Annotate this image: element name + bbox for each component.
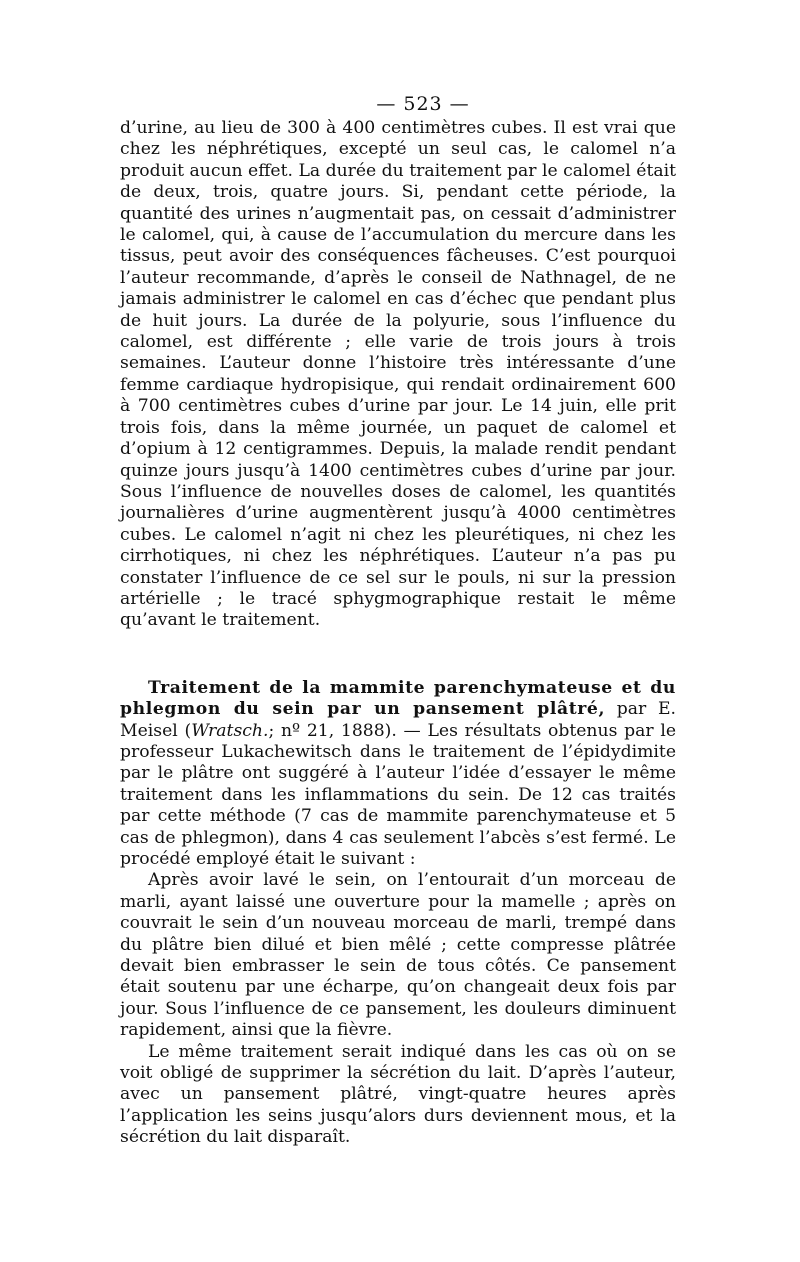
article-mammite — [120, 678, 676, 1149]
paragraph-calomel-continuation: d’urine, au lieu de 300 à 400 centimètres cubes. Il est vrai que chez les néphrétiques, excepté un seul cas, le calomel n’a produit aucun effet. La durée du traitement par le calomel était de deux, trois, quatre jours. Si, pendant cette période, la quantité des urines n’augmentait pas, on cessait d’administrer le calomel, qui, à cause de l’accumulation du mercure dans les tissus, peut avoir des conséquences fâcheuses. C’est pourquoi l’auteur recommande, d’après le conseil de Nathnagel, de ne jamais administrer le calomel en cas d’échec que pendant plus de huit jours. La durée de la polyurie, sous l’influence du calomel, est différente ; elle varie de trois jours à trois semaines. L’auteur donne l’histoire très intéressante d’une femme cardiaque hydropisique, qui rendait ordinairement 600 à 700 centimètres cubes d’urine par jour. Le 14 juin, elle prit trois fois, dans la même journée, un paquet de calomel et d’opium à 12 centigrammes. Depuis, la malade rendit pendant quinze jours jusqu’à 1400 centimètres cubes d’urine par jour. Sous l’influence de nouvelles doses de calomel, les quantités journalières d’urine augmentèrent jusqu’à 4000 centimètres cubes. Le calomel n’agit ni chez les pleurétiques, ni chez les cirrhotiques, ni chez les néphrétiques. L’auteur n’a pas pu constater l’influence de ce sel sur le pouls, ni sur la pression artérielle ; le tracé sphygmographique restait le même qu’avant le traitement. — [120, 118, 676, 631]
article-body-text: Les résultats obtenus par le professeur Lukachewitsch dans le traitement de l’épidydimite par le plâtre ont suggéré à l’auteur l’idée d’essayer le même traitement dans les inflammations du sein. De 12 cas traités par cette méthode (7 cas de mammite parenchymateuse et 5 cas de phlegmon), dans 4 cas seulement l’abcès s’est fermé. Le procédé employé était le suivant : — [120, 720, 676, 869]
article-journal: Wratsch. — [191, 720, 269, 741]
article-title: Traitement de la mammite parenchymateuse et du phlegmon du sein par un pansement plâtré, — [120, 677, 676, 720]
article-procedure-paragraph: Après avoir lavé le sein, on l’entourait d’un morceau de marli, ayant laissé une ouverture pour la mamelle ; après on couvrait le sein d’un nouveau morceau de marli, trempé dans du plâtre bien dilué et bien mêlé ; cette compresse plâtrée devait bien embrasser le sein de tous côtés. Ce pansement était soutenu par une écharpe, qu’on changeait deux fois par jour. Sous l’influence de ce pansement, les douleurs diminuent rapidement, ainsi que la fièvre. — [120, 870, 676, 1041]
article-conclusion-paragraph: Le même traitement serait indiqué dans les cas où on se voit obligé de supprimer la sécrétion du lait. D’après l’auteur, avec un pansement plâtré, vingt-quatre heures après l’application les seins jusqu’alors durs deviennent mous, et la sécrétion du lait disparaît. — [120, 1041, 676, 1148]
article-author: par E. Meisel ( — [120, 699, 676, 741]
document-page — [120, 92, 676, 1149]
page-number: — 523 — — [376, 93, 470, 115]
article-citation: ; nº 21, 1888). — — [268, 720, 428, 741]
article-first-paragraph — [120, 678, 676, 871]
